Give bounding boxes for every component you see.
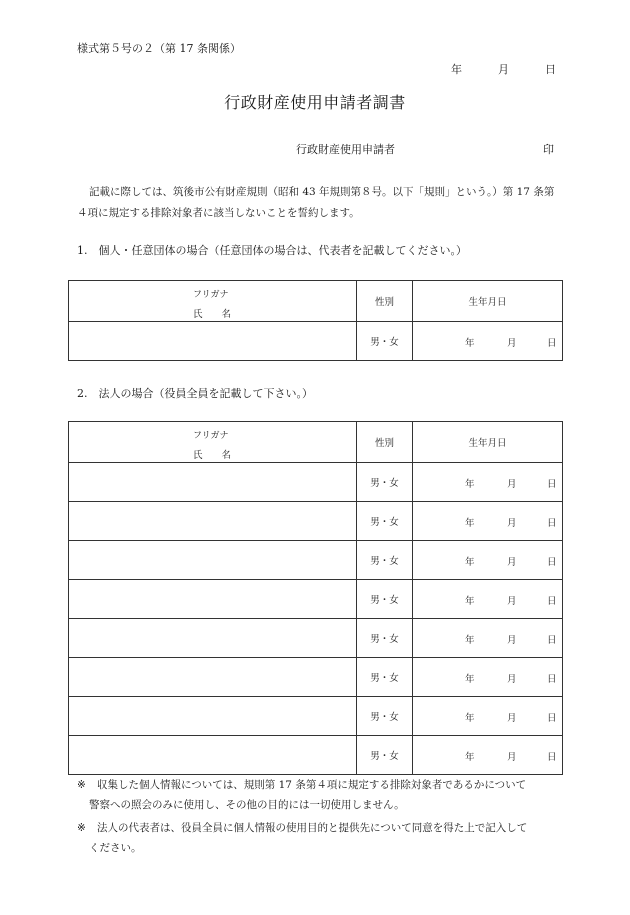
note-mark: ※ [77, 779, 86, 791]
gender-cell[interactable]: 男・女 [357, 541, 413, 580]
birthdate-cell[interactable] [413, 736, 563, 775]
birthdate-header: 生年月日 [413, 422, 563, 463]
name-label: 氏 名 [193, 450, 232, 461]
furigana-label: フリガナ [193, 431, 229, 441]
gender-cell[interactable]: 男・女 [357, 502, 413, 541]
birth-month-label: 月 [507, 557, 517, 568]
section2-heading: 2. 法人の場合（役員全員を記載して下さい。） [77, 387, 313, 400]
pledge-text: 記載に際しては、筑後市公有財産規則（昭和 43 年規則第８号。以下「規則」という。）第 17 条第４項に規定する排除対象者に該当しないことを誓約します。 [77, 186, 555, 219]
note-privacy [77, 775, 559, 815]
birth-day-label: 日 [547, 635, 557, 646]
birth-month-label: 月 [507, 752, 517, 763]
table-row [69, 658, 563, 697]
table-header-row [69, 422, 563, 463]
table-row [69, 580, 563, 619]
gender-cell[interactable]: 男・女 [357, 736, 413, 775]
table-row [69, 541, 563, 580]
birthdate-cell[interactable] [413, 658, 563, 697]
birth-month-label: 月 [507, 596, 517, 607]
header-date-month: 月 [498, 63, 509, 76]
name-header-cell [69, 422, 357, 463]
name-input-cell[interactable] [69, 619, 357, 658]
birth-month-label: 月 [507, 713, 517, 724]
note-mark: ※ [77, 822, 86, 834]
gender-cell[interactable]: 男・女 [357, 619, 413, 658]
birth-year-label: 年 [465, 596, 475, 607]
birthdate-cell[interactable] [413, 463, 563, 502]
gender-header: 性別 [357, 422, 413, 463]
header-date-year: 年 [451, 63, 462, 76]
name-input-cell[interactable] [69, 580, 357, 619]
birth-year-label: 年 [465, 635, 475, 646]
seal-label: 印 [543, 143, 554, 156]
note-line: 法人の代表者は、役員全員に個人情報の使用目的と提供先について同意を得た上で記入して [97, 822, 528, 834]
birth-year-label: 年 [465, 479, 475, 490]
birthdate-cell[interactable] [413, 322, 563, 361]
table-row [69, 619, 563, 658]
birthdate-cell[interactable] [413, 580, 563, 619]
note-line: 収集した個人情報については、規則第 17 条第４項に規定する排除対象者であるかについて [97, 779, 527, 791]
corporate-table [68, 421, 563, 775]
table-header-row [69, 281, 563, 322]
furigana-label: フリガナ [193, 290, 229, 300]
birthdate-cell[interactable] [413, 541, 563, 580]
birthdate-header: 生年月日 [413, 281, 563, 322]
birthdate-cell[interactable] [413, 619, 563, 658]
table-row [69, 463, 563, 502]
note-line: 警察への照会のみに使用し、その他の目的には一切使用しません。 [89, 799, 405, 811]
birth-day-label: 日 [547, 557, 557, 568]
name-input-cell[interactable] [69, 463, 357, 502]
name-input-cell[interactable] [69, 502, 357, 541]
birth-year-label: 年 [465, 713, 475, 724]
gender-cell[interactable]: 男・女 [357, 463, 413, 502]
birthdate-cell[interactable] [413, 502, 563, 541]
name-input-cell[interactable] [69, 541, 357, 580]
table-row [69, 502, 563, 541]
birth-day-label: 日 [547, 479, 557, 490]
table-row [69, 322, 563, 361]
table-row [69, 736, 563, 775]
birth-day-label: 日 [547, 518, 557, 529]
birth-year-label: 年 [465, 557, 475, 568]
birth-month-label: 月 [507, 338, 517, 349]
birth-year-label: 年 [465, 752, 475, 763]
name-label: 氏 名 [193, 309, 232, 320]
name-input-cell[interactable] [69, 736, 357, 775]
gender-cell[interactable]: 男・女 [357, 580, 413, 619]
note-consent [77, 818, 559, 858]
birth-year-label: 年 [465, 338, 475, 349]
birth-month-label: 月 [507, 635, 517, 646]
birth-month-label: 月 [507, 518, 517, 529]
name-input-cell[interactable] [69, 658, 357, 697]
birth-day-label: 日 [547, 713, 557, 724]
birth-year-label: 年 [465, 518, 475, 529]
name-input-cell[interactable] [69, 322, 357, 361]
birth-day-label: 日 [547, 674, 557, 685]
birth-year-label: 年 [465, 674, 475, 685]
gender-cell[interactable]: 男・女 [357, 658, 413, 697]
birth-month-label: 月 [507, 674, 517, 685]
birth-day-label: 日 [547, 338, 557, 349]
page-title: 行政財産使用申請者調書 [224, 93, 406, 112]
individual-table [68, 280, 563, 361]
birth-day-label: 日 [547, 596, 557, 607]
table-row [69, 697, 563, 736]
gender-cell[interactable]: 男・女 [357, 322, 413, 361]
form-number: 様式第５号の２（第 17 条関係） [77, 42, 241, 55]
birthdate-cell[interactable] [413, 697, 563, 736]
birth-month-label: 月 [507, 479, 517, 490]
gender-header: 性別 [357, 281, 413, 322]
name-header-cell [69, 281, 357, 322]
birth-day-label: 日 [547, 752, 557, 763]
name-input-cell[interactable] [69, 697, 357, 736]
gender-cell[interactable]: 男・女 [357, 697, 413, 736]
header-date-day: 日 [545, 63, 556, 76]
note-line: ください。 [89, 842, 142, 854]
section1-heading: 1. 個人・任意団体の場合（任意団体の場合は、代表者を記載してください。） [77, 244, 467, 257]
applicant-label: 行政財産使用申請者 [296, 143, 395, 156]
